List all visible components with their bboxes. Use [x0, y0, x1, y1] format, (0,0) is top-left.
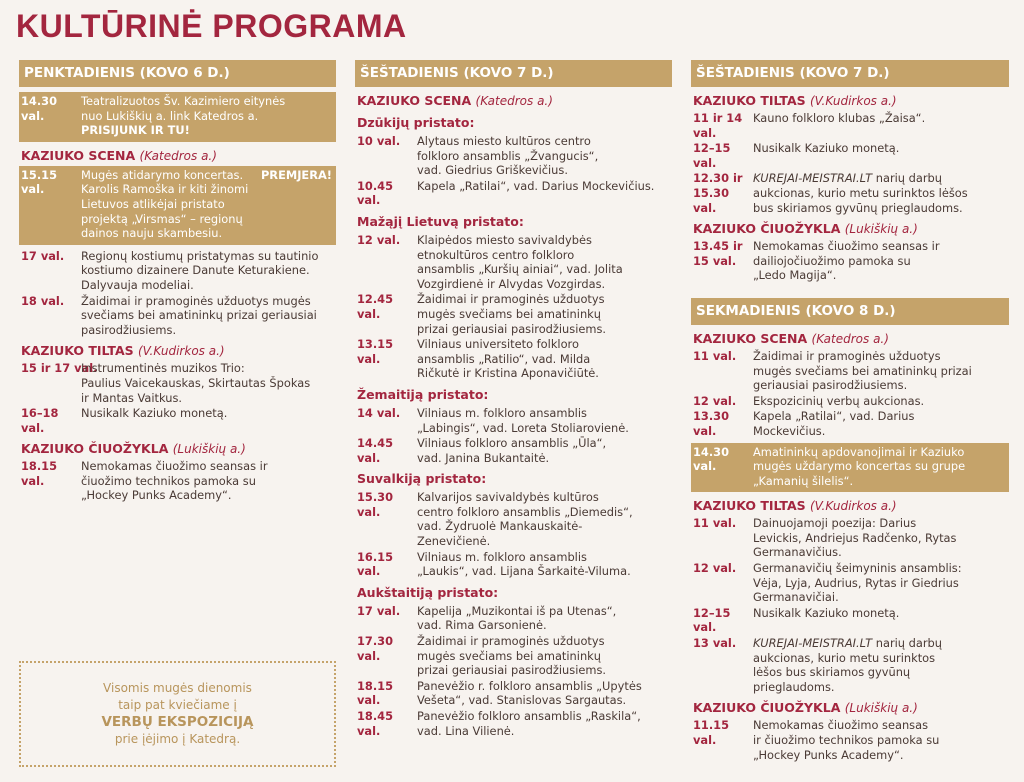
- event-row: [693, 349, 1009, 393]
- event-time: 18.45 val.: [357, 709, 394, 738]
- event-description: KUREJAI-MEISTRAI.LT narių darbų aukcionas, kurio metu surinktos lėšos bus skiriamos gyvūnų prieglaudoms.: [753, 636, 942, 694]
- venue-heading: KAZIUKO ČIUOŽYKLA (Lukiškių a.): [693, 221, 918, 237]
- event-list: [691, 516, 1009, 694]
- event-description: Mugės atidarymo koncertas. Karolis Ramoška ir kiti žinomi Lietuvos atlikėjai pristato projektą „Virsmas“ – regionų dainos nauju skambesiu.: [81, 167, 249, 241]
- event-description: Germanavičių šeimyninis ansamblis: Vėja, Lyja, Audrius, Rytas ir Giedrius Germanavičiai.: [753, 561, 962, 605]
- event-row: [693, 111, 1009, 140]
- event-time: 15.15 val.: [21, 167, 58, 197]
- event-row: [357, 550, 672, 579]
- event-description: Teatralizuotos Šv. Kazimiero eitynės nuo Lukiškių a. link Katedros a. PRISIJUNK IR TU!: [81, 94, 336, 138]
- event-list: [691, 718, 1009, 762]
- event-time: 11 val.: [693, 348, 737, 363]
- event-row: [357, 709, 672, 738]
- day-header-saturday: ŠEŠTADIENIS (KOVO 7 D.): [355, 60, 672, 87]
- event-row: [357, 233, 672, 291]
- event-list: [691, 111, 1009, 215]
- event-time: 16.15 val.: [357, 549, 394, 579]
- event-time: 13.15 val.: [357, 337, 394, 366]
- event-row: [693, 606, 1009, 635]
- event-row: [357, 292, 672, 336]
- day-header-sunday: SEKMADIENIS (KOVO 8 D.): [691, 298, 1009, 325]
- region-heading: Mažąjį Lietuvą pristato:: [357, 213, 524, 229]
- event-time: 17 val.: [357, 603, 401, 618]
- event-row: [21, 168, 336, 241]
- event-description: Nemokamas čiuožimo seansas ir čiuožimo technikos pamoka su „Hockey Punks Academy“.: [753, 718, 940, 762]
- event-row: [357, 406, 672, 435]
- page-title: KULTŪRINĖ PROGRAMA: [16, 8, 407, 44]
- event-row: 17 val. Regionų kostiumų pristatymas su tautinio kostiumo dizainere Danute Keturakiene. Dalyvauja modeliai.: [21, 248, 319, 292]
- event-time: 12.30 ir 15.30 val.: [693, 171, 743, 215]
- event-row: [693, 561, 1009, 605]
- event-time: 18.15 val.: [357, 678, 394, 708]
- event-time: 12.45 val.: [357, 292, 394, 321]
- event-time: 12 val.: [357, 232, 401, 247]
- region-groups: [355, 115, 672, 738]
- verb-exposition-note: Visomis mugės dienomis taip pat kviečiame į VERBŲ EKSPOZICIJĄ prie įėjimo į Katedrą.: [19, 661, 336, 767]
- venue-heading: KAZIUKO TILTAS (V.Kudirkos a.): [693, 498, 897, 514]
- event-description: Kauno folkloro klubas „Žaisa“.: [753, 111, 926, 125]
- venue-heading: KAZIUKO SCENA (Katedros a.): [693, 330, 889, 346]
- event-time: 13 val.: [693, 636, 737, 651]
- event-time: 11 ir 14 val.: [693, 111, 743, 140]
- event-description: Vilniaus universiteto folkloro ansamblis „Ratilio“, vad. Milda Ričkutė ir Kristina Aponavičiūtė.: [417, 337, 599, 381]
- event-row: [693, 394, 1009, 409]
- event-row: [693, 141, 1009, 170]
- event-description: Ekspozicinių verbų aukcionas.: [753, 393, 925, 408]
- event-description: Kapela „Ratilai“, vad. Darius Mockevičius.: [753, 409, 915, 438]
- event-row: [357, 436, 672, 465]
- event-time: 12–15 val.: [693, 605, 731, 635]
- event-description: Panevėžio r. folkloro ansamblis „Upytės Vešeta“, vad. Stanislovas Sargautas.: [417, 678, 642, 708]
- venue-heading: KAZIUKO TILTAS (V.Kudirkos a.): [693, 93, 897, 108]
- event-row: [357, 679, 672, 708]
- event-row: 15 ir 17 val. Instrumentinės muzikos Trio: Paulius Vaicekauskas, Skirtautas Špokas ir Mantas Vaitkus.: [21, 361, 311, 405]
- event-description: Alytaus miesto kultūros centro folkloro ansamblis „Žvangucis“, vad. Giedrius Griškevičius.: [417, 134, 599, 178]
- sat-sun-column: [691, 60, 1009, 763]
- event-description: Klaipėdos miesto savivaldybės etnokultūros centro folkloro ansamblis „Kuršių ainiai“, vad. Jolita Vozgirdienė ir Alvydas Vozgirdas.: [417, 232, 623, 291]
- saturday-column: [355, 60, 672, 739]
- join-callout: PRISIJUNK IR TU!: [81, 123, 190, 138]
- venue-heading: KAZIUKO ČIUOŽYKLA (Lukiškių a.): [693, 700, 918, 716]
- exposition-callout: VERBŲ EKSPOZICIJĄ: [101, 714, 254, 730]
- event-row: 16–18 val. Nusikalk Kaziuko monetą.: [21, 406, 228, 435]
- friday-column: [19, 60, 336, 504]
- event-time: 10 val.: [357, 134, 401, 148]
- event-time: 10.45 val.: [357, 178, 394, 208]
- event-description: Vilniaus m. folkloro ansamblis „Labingis“, vad. Loreta Stoliarovienė.: [417, 405, 629, 435]
- event-list: [691, 349, 1009, 439]
- event-list: [691, 239, 1009, 283]
- premiere-badge: PREMJERA!: [260, 167, 332, 182]
- region-heading: Aukštaitiją pristato:: [357, 584, 499, 600]
- event-description: Nemokamas čiuožimo seansas ir dailiojočiuožimo pamoka su „Ledo Magija“.: [753, 239, 940, 283]
- event-description: Nusikalk Kaziuko monetą.: [753, 605, 900, 620]
- event-row: [21, 94, 336, 138]
- event-description: Nusikalk Kaziuko monetą.: [753, 141, 900, 156]
- venue-heading: KAZIUKO ČIUOŽYKLA (Lukiškių a.): [21, 441, 246, 457]
- event-description: KUREJAI-MEISTRAI.LT narių darbų aukcionas, kurio metu surinktos lėšos bus skiriamos gyvūnų prieglaudoms.: [753, 171, 968, 215]
- event-row: [357, 634, 672, 678]
- region-heading: Žemaitiją pristato:: [357, 386, 489, 402]
- event-row: [357, 337, 672, 381]
- event-time: 11.15 val.: [693, 718, 730, 747]
- closing-highlight: 14.30 val. Amatininkų apdovanojimai ir Kaziuko mugės uždarymo koncertas su grupe „Kamanių šilelis“.: [691, 443, 1009, 493]
- event-time: 15.30 val.: [357, 490, 394, 519]
- event-description: Kalvarijos savivaldybės kultūros centro folkloro ansamblis „Diemedis“, vad. Žydruolė Mankauskaitė- Zenevičienė.: [417, 490, 633, 549]
- event-row: [357, 179, 672, 208]
- event-time: 12 val.: [693, 561, 737, 576]
- venue-heading: KAZIUKO SCENA (Katedros a.): [357, 93, 553, 108]
- day-header-saturday-2: ŠEŠTADIENIS (KOVO 7 D.): [691, 60, 1009, 87]
- event-time: 13.30 val.: [693, 409, 730, 438]
- event-description: Kapela „Ratilai“, vad. Darius Mockevičius.: [417, 178, 655, 193]
- event-time: 11 val.: [693, 516, 737, 531]
- event-description: Dainuojamoji poezija: Darius Levickis, Andriejus Radčenko, Rytas Germanavičius.: [753, 516, 957, 560]
- event-row: [357, 134, 672, 178]
- event-description: Žaidimai ir pramoginės užduotys mugės svečiams bei amatininkų prizai geriausiai pasirodžiusiems.: [417, 634, 607, 678]
- event-time: 17.30 val.: [357, 634, 394, 663]
- venue-heading: KAZIUKO SCENA (Katedros a.): [21, 147, 217, 163]
- event-description: Vilniaus folkloro ansamblis „Ūla“, vad. Janina Bukantaitė.: [417, 436, 607, 465]
- event-row: [357, 604, 672, 633]
- region-heading: Dzūkijų pristato:: [357, 115, 475, 130]
- event-description: Kapelija „Muzikontai iš pa Utenas“, vad. Rima Garsonienė.: [417, 603, 617, 633]
- event-row: [693, 239, 1009, 283]
- opening-parade-highlight: [19, 92, 336, 142]
- event-time: 12–15 val.: [693, 141, 731, 170]
- event-row: [693, 718, 1009, 762]
- premiere-highlight: [19, 166, 336, 245]
- event-time: 14 val.: [357, 405, 401, 420]
- event-row: [693, 636, 1009, 694]
- event-description: Žaidimai ir pramoginės užduotys mugės svečiams bei amatininkų prizai geriausiai pasirodžiusiems.: [753, 348, 972, 393]
- event-row: [693, 409, 1009, 438]
- event-description: Žaidimai ir pramoginės užduotys mugės svečiams bei amatininkų prizai geriausiai pasirodžiusiems.: [417, 292, 607, 336]
- day-header-friday: PENKTADIENIS (KOVO 6 D.): [19, 60, 336, 87]
- event-time: 13.45 ir 15 val.: [693, 239, 743, 268]
- event-time: 12 val.: [693, 393, 737, 408]
- event-row: [693, 516, 1009, 560]
- event-row: [693, 171, 1009, 215]
- event-description: Vilniaus m. folkloro ansamblis „Laukis“, vad. Lijana Šarkaitė-Viluma.: [417, 549, 631, 579]
- event-row: [357, 490, 672, 548]
- event-row: 18 val. Žaidimai ir pramoginės užduotys mugės svečiams bei amatininkų prizai geriausiai pasirodžiusiems.: [21, 293, 317, 337]
- region-heading: Suvalkiją pristato:: [357, 471, 487, 487]
- event-row: 18.15 val. Nemokamas čiuožimo seansas ir čiuožimo technikos pamoka su „Hockey Punks Academy“.: [21, 459, 268, 503]
- venue-heading: KAZIUKO TILTAS (V.Kudirkos a.): [21, 343, 225, 359]
- event-description: Panevėžio folkloro ansamblis „Raskila“, vad. Lina Vilienė.: [417, 709, 641, 738]
- event-time: 14.45 val.: [357, 436, 394, 465]
- event-time: 14.30 val.: [21, 94, 58, 123]
